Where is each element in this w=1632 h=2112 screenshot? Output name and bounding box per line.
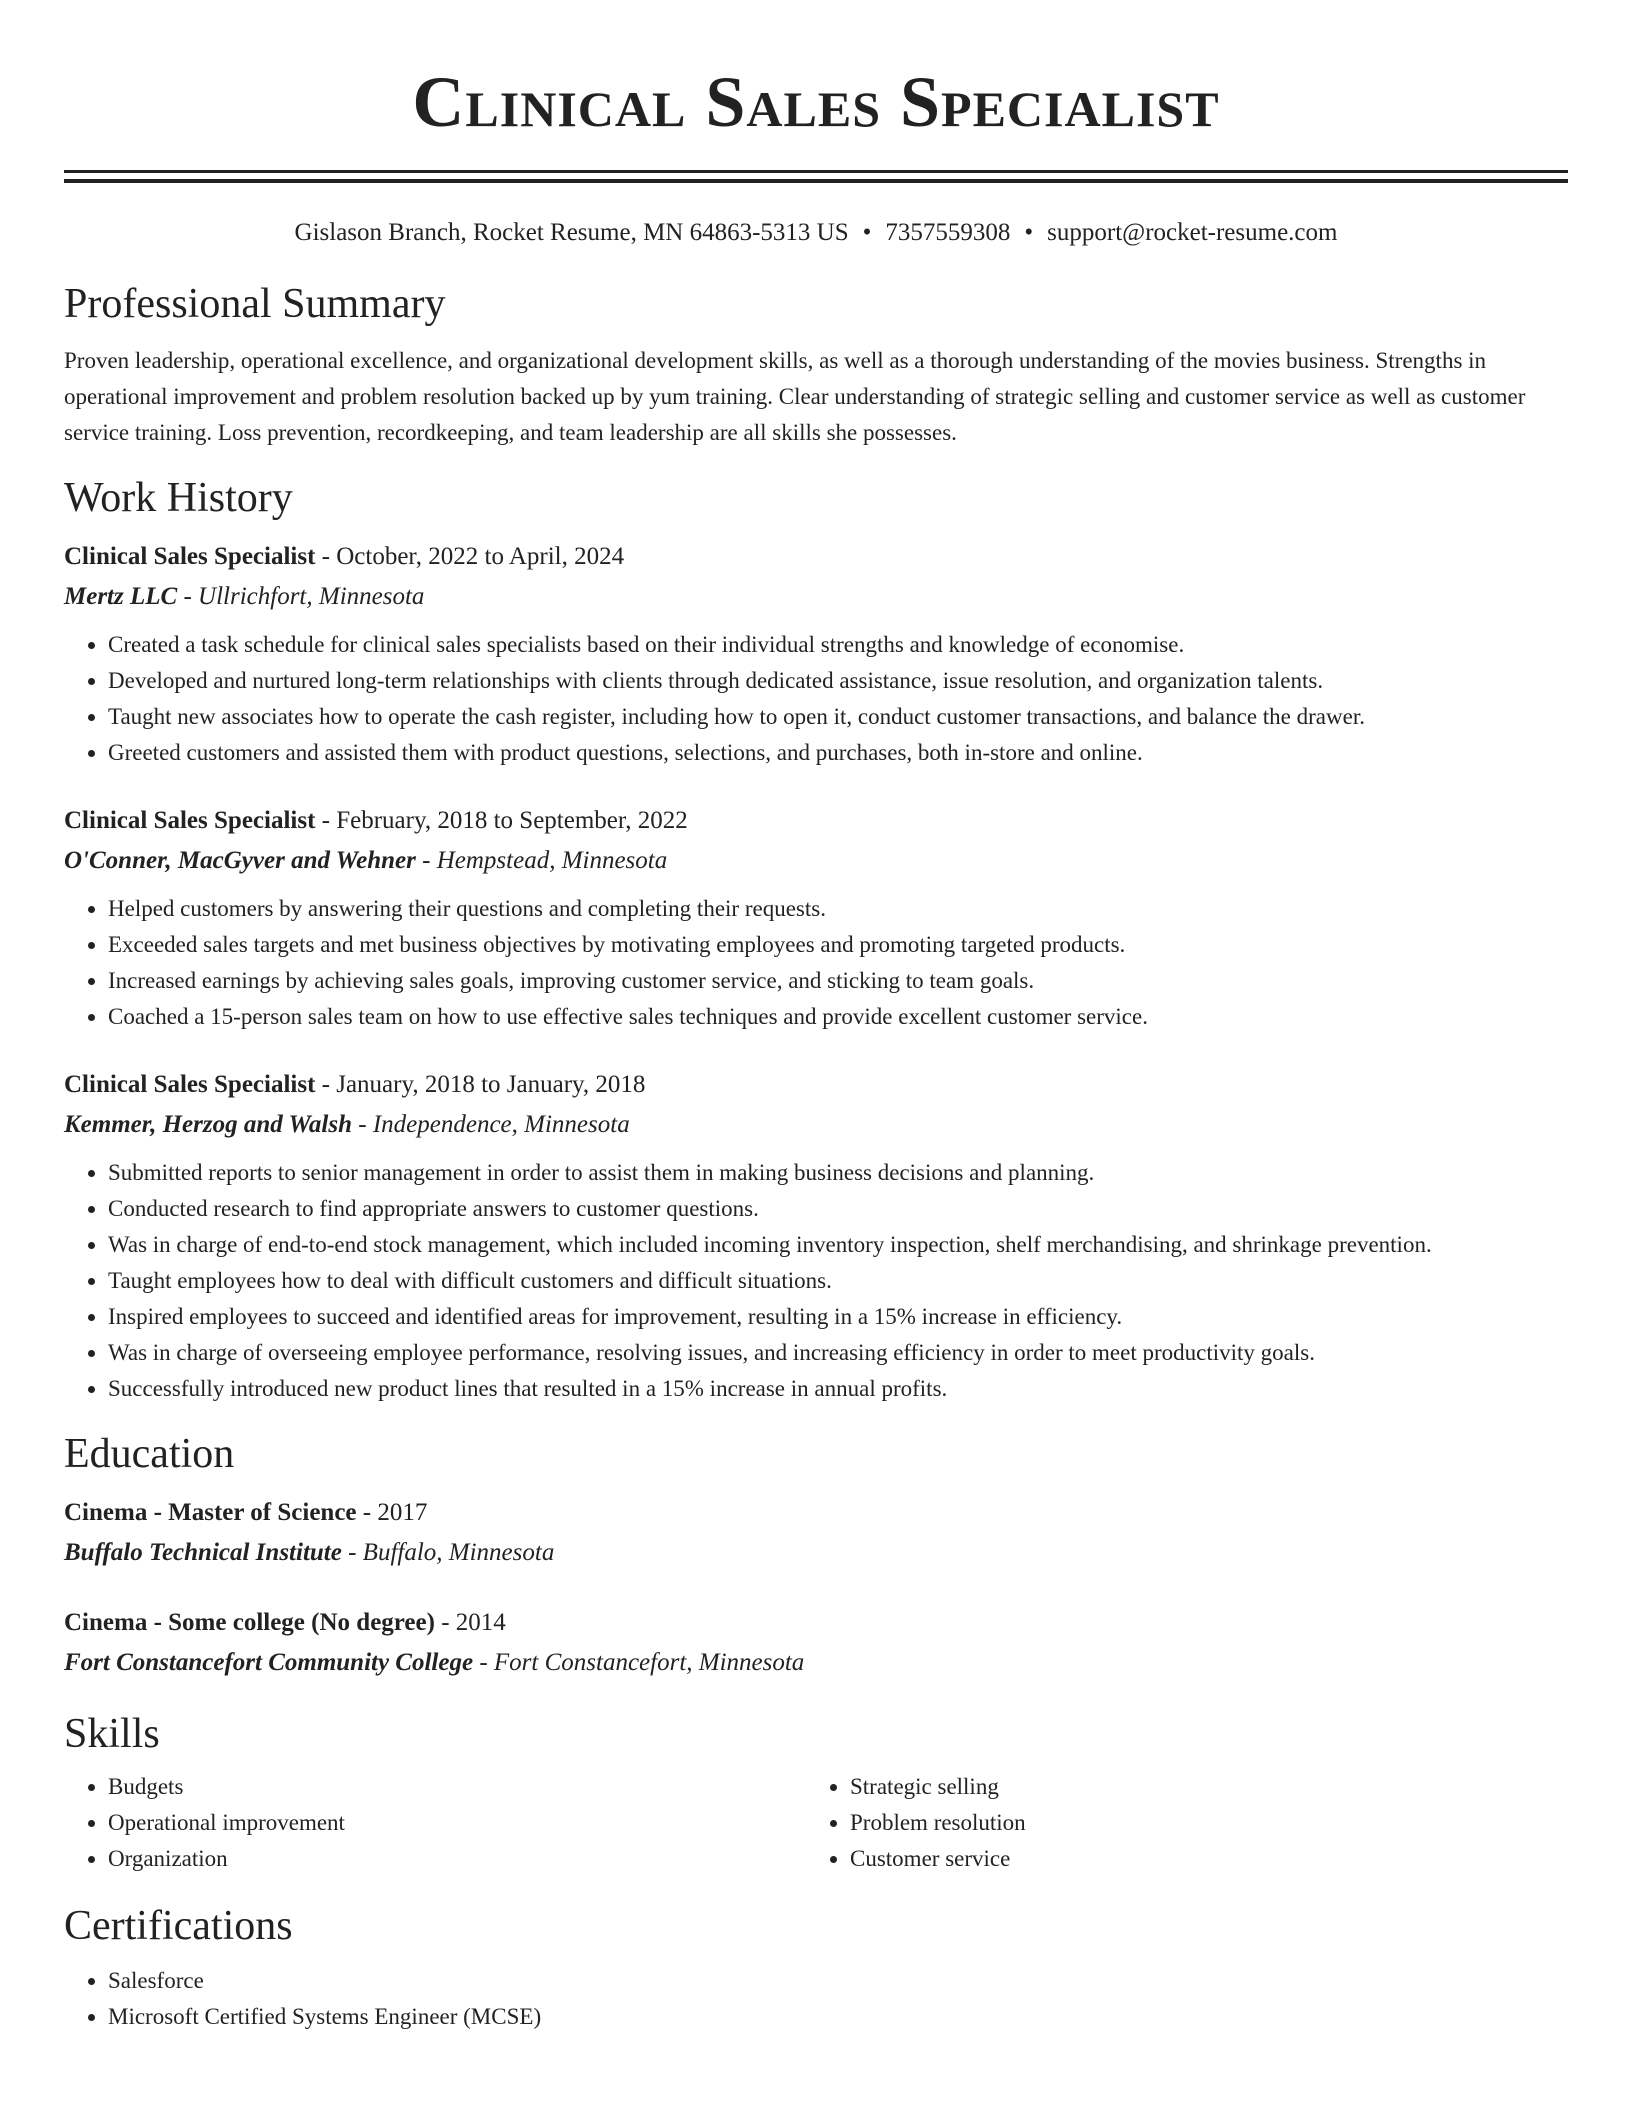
list-item: • Increased earnings by achieving sales goals, improving customer service, and sticking to team goals.: [108, 963, 1568, 999]
job-bullets: [64, 891, 1568, 1035]
certifications-heading: Certifications: [64, 1903, 293, 1949]
education-school-line: Buffalo Technical Institute - Buffalo, Minnesota: [64, 1539, 555, 1566]
list-item: • Microsoft Certified Systems Engineer (MCSE): [108, 1999, 1568, 2035]
education-heading: Education: [64, 1431, 235, 1477]
work-history-heading: Work History: [64, 475, 293, 521]
list-item: • Strategic selling: [850, 1769, 1548, 1805]
job-dates: October, 2022 to April, 2024: [336, 543, 625, 570]
job-company: Kemmer, Herzog and Walsh: [64, 1111, 353, 1138]
job-title-line: Clinical Sales Specialist - January, 2018 to January, 2018: [64, 1071, 646, 1098]
list-item: • Inspired employees to succeed and identified areas for improvement, resulting in a 15% increase in efficiency.: [108, 1299, 1568, 1335]
education-location: Fort Constancefort, Minnesota: [493, 1649, 805, 1676]
job-role: Clinical Sales Specialist: [64, 543, 316, 570]
list-item: • Was in charge of overseeing employee performance, resolving issues, and increasing efficiency in order to meet productivity goals.: [108, 1335, 1568, 1371]
skills-heading: Skills: [64, 1711, 160, 1757]
contact-line: [64, 217, 1568, 249]
summary-text: Proven leadership, operational excellence, and organizational development skills, as well as a thorough understanding of the movies business. Strengths in operational improvement and problem resolution backed up by yum training. Clear understanding of strategic selling and customer service as well as customer service training. Loss prevention, recordkeeping, and team leadership are all skills she possesses.: [64, 348, 1526, 445]
job-entry: [64, 537, 1568, 771]
job-bullets: [64, 1155, 1568, 1407]
list-item: • Taught new associates how to operate the cash register, including how to open it, conduct customer transactions, and balance the drawer.: [108, 699, 1568, 735]
list-item: • Taught employees how to deal with difficult customers and difficult situations.: [108, 1263, 1568, 1299]
job-location: Hempstead, Minnesota: [436, 847, 668, 874]
contact-phone: 7357559308: [885, 219, 1011, 246]
list-item: • Exceeded sales targets and met business objectives by motivating employees and promoting targeted products.: [108, 927, 1568, 963]
education-degree: Cinema - Some college (No degree): [64, 1609, 435, 1636]
certifications-list: [64, 1963, 1568, 2035]
job-title-line: Clinical Sales Specialist - October, 2022 to April, 2024: [64, 543, 625, 570]
job-role: Clinical Sales Specialist: [64, 807, 316, 834]
list-item: • Successfully introduced new product lines that resulted in a 15% increase in annual profits.: [108, 1371, 1568, 1407]
page-title: Clinical Sales Specialist: [412, 62, 1220, 142]
list-item: • Customer service: [850, 1841, 1548, 1877]
list-item: • Coached a 15-person sales team on how to use effective sales techniques and provide excellent customer service.: [108, 999, 1568, 1035]
title-divider-top: [64, 170, 1568, 173]
education-school-line: Fort Constancefort Community College - Fort Constancefort, Minnesota: [64, 1649, 805, 1676]
contact-address: Gislason Branch, Rocket Resume, MN 64863-5313 US: [294, 219, 849, 246]
summary-heading: Professional Summary: [64, 281, 446, 327]
list-item: • Organization: [108, 1841, 806, 1877]
job-bullets: [64, 627, 1568, 771]
education-school: Fort Constancefort Community College: [64, 1649, 474, 1676]
job-company: O'Conner, MacGyver and Wehner: [64, 847, 416, 874]
job-entry: [64, 1065, 1568, 1407]
skills-list-left: [64, 1769, 806, 1877]
skills-list-right: [806, 1769, 1548, 1877]
title-divider-bottom: [64, 179, 1568, 183]
job-dates: January, 2018 to January, 2018: [336, 1071, 646, 1098]
job-company-line: Kemmer, Herzog and Walsh - Independence, Minnesota: [64, 1111, 630, 1138]
job-company: Mertz LLC: [64, 583, 178, 610]
education-degree-line: Cinema - Master of Science - 2017: [64, 1499, 428, 1526]
job-entry: [64, 801, 1568, 1035]
education-degree-line: Cinema - Some college (No degree) - 2014: [64, 1609, 506, 1636]
skills-grid: [64, 1769, 1568, 1877]
job-company-line: O'Conner, MacGyver and Wehner - Hempstead, Minnesota: [64, 847, 668, 874]
education-year: 2017: [377, 1499, 428, 1526]
education-school: Buffalo Technical Institute: [64, 1539, 342, 1566]
contact-email: support@rocket-resume.com: [1047, 219, 1338, 246]
list-item: • Developed and nurtured long-term relationships with clients through dedicated assistance, issue resolution, and organization talents.: [108, 663, 1568, 699]
list-item: • Operational improvement: [108, 1805, 806, 1841]
job-location: Ullrichfort, Minnesota: [198, 583, 425, 610]
job-title-line: Clinical Sales Specialist - February, 2018 to September, 2022: [64, 807, 688, 834]
education-degree: Cinema - Master of Science: [64, 1499, 357, 1526]
list-item: • Helped customers by answering their questions and completing their requests.: [108, 891, 1568, 927]
list-item: • Created a task schedule for clinical sales specialists based on their individual strengths and knowledge of economise.: [108, 627, 1568, 663]
contact-separator: •: [862, 219, 872, 246]
list-item: • Submitted reports to senior management in order to assist them in making business decisions and planning.: [108, 1155, 1568, 1191]
job-location: Independence, Minnesota: [372, 1111, 630, 1138]
education-entry: [64, 1603, 1568, 1683]
list-item: • Was in charge of end-to-end stock management, which included incoming inventory inspection, shelf merchandising, and shrinkage prevention.: [108, 1227, 1568, 1263]
list-item: • Greeted customers and assisted them with product questions, selections, and purchases, both in-store and online.: [108, 735, 1568, 771]
list-item: • Salesforce: [108, 1963, 1568, 1999]
list-item: • Budgets: [108, 1769, 806, 1805]
education-year: 2014: [455, 1609, 506, 1636]
list-item: • Conducted research to find appropriate answers to customer questions.: [108, 1191, 1568, 1227]
education-entry: [64, 1493, 1568, 1573]
list-item: • Problem resolution: [850, 1805, 1548, 1841]
contact-separator: •: [1024, 219, 1034, 246]
job-dates: February, 2018 to September, 2022: [336, 807, 688, 834]
job-role: Clinical Sales Specialist: [64, 1071, 316, 1098]
education-location: Buffalo, Minnesota: [362, 1539, 555, 1566]
job-company-line: Mertz LLC - Ullrichfort, Minnesota: [64, 583, 425, 610]
